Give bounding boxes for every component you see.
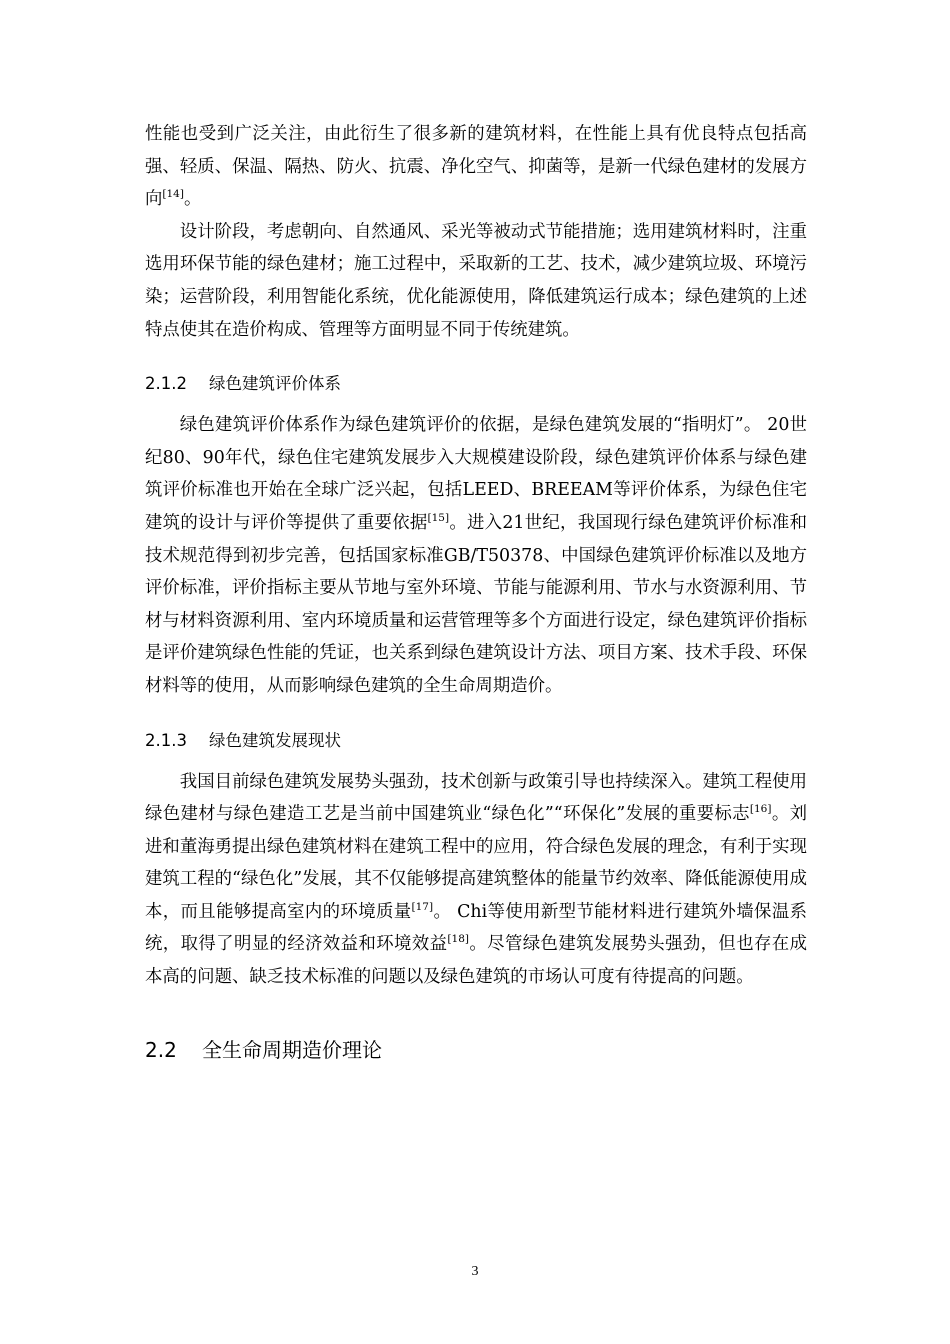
citation-14: [14]: [162, 188, 184, 201]
heading-title: 绿色建筑评价体系: [209, 374, 341, 394]
paragraph-material-performance: [145, 118, 807, 216]
citation-15: [15]: [427, 511, 450, 524]
citation-17: [17]: [411, 900, 434, 913]
heading-2-1-2: [145, 372, 807, 396]
paragraph-development-status: [145, 766, 807, 994]
heading-2-1-3: [145, 729, 807, 753]
document-body: [145, 118, 807, 1064]
paragraph-text: 我国目前绿色建筑发展势头强劲，技术创新与政策引导也持续深入。建筑工程使用绿色建材与绿色建造工艺是当前中国建筑业“绿色化”“环保化”发展的重要标志: [145, 771, 807, 825]
paragraph-text: 。 Chi等使用新型节能材料进行建筑外墙保温系统，取得了明显的经济效益和环境效益: [145, 901, 807, 955]
paragraph-text: 。尽管绿色建筑发展势头强劲，但也存在成本高的问题、缺乏技术标准的问题以及绿色建筑的市场认可度有待提高的问题。: [145, 934, 807, 988]
paragraph-text: 。刘进和董海勇提出绿色建筑材料在建筑工程中的应用，符合绿色发展的理念，有利于实现建筑工程的“绿色化”发展，其不仅能够提高建筑整体的能量节约效率、降低能源使用成本，而且能够提高室内的环境质量: [145, 804, 807, 922]
paragraph-evaluation-system: [145, 409, 807, 702]
paragraph-design-stages: 设计阶段，考虑朝向、自然通风、采光等被动式节能措施；选用建筑材料时，注重选用环保节能的绿色建材；施工过程中，采取新的工艺、技术，减少建筑垃圾、环境污染；运营阶段，利用智能化系统，优化能源使用，降低建筑运行成本；绿色建筑的上述特点使其在造价构成、管理等方面明显不同于传统建筑。: [145, 221, 807, 340]
page-number: 3: [471, 1264, 479, 1279]
citation-16: [16]: [749, 803, 772, 816]
heading-title: 全生命周期造价理论: [202, 1037, 382, 1062]
heading-number: 2.1.2: [145, 374, 187, 394]
heading-2-2: [145, 1036, 807, 1064]
paragraph-text: 性能也受到广泛关注，由此衍生了很多新的建筑材料，在性能上具有优良特点包括高强、轻质、保温、隔热、防火、抗震、净化空气、抑菌等，是新一代绿色建材的发展方向: [145, 124, 807, 210]
paragraph-text: 。进入21世纪，我国现行绿色建筑评价标准和技术规范得到初步完善，包括国家标准GB/T50378、中国绿色建筑评价标准以及地方评价标准，评价指标主要从节地与室外环境、节能与能源利用、节水与水资源利用、节材与材料资源利用、室内环境质量和运营管理等多个方面进行设定，绿色建筑评价指标是评价建筑绿色性能的凭证，也关系到绿色建筑设计方法、项目方案、技术手段、环保材料等的使用，从而影响绿色建筑的全生命周期造价。: [145, 512, 807, 696]
heading-number: 2.1.3: [145, 730, 187, 750]
paragraph-text: 绿色建筑评价体系作为绿色建筑评价的依据，是绿色建筑发展的“指明灯”。 20世纪80、90年代，绿色住宅建筑发展步入大规模建设阶段，绿色建筑评价体系与绿色建筑评价标准也开始在全球广泛兴起，包括LEED、BREEAM等评价体系，为绿色住宅建筑的设计与评价等提供了重要依据: [145, 415, 807, 533]
heading-number: 2.2: [145, 1037, 177, 1062]
citation-18: [18]: [447, 933, 469, 946]
paragraph-tail: 。: [183, 189, 202, 210]
heading-title: 绿色建筑发展现状: [209, 730, 341, 750]
